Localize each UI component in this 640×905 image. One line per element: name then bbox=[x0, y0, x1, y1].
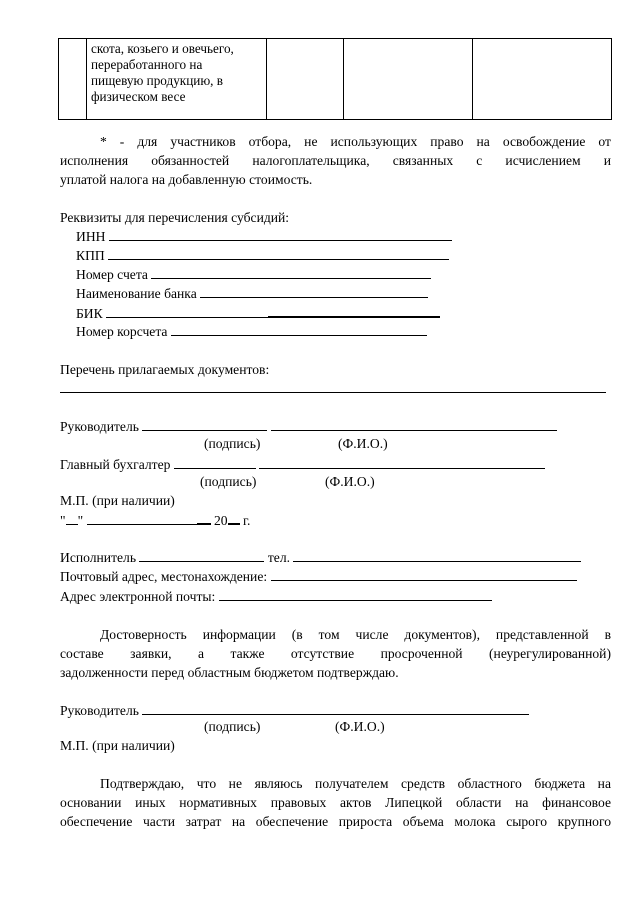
accountant-sign-caption: (подпись) bbox=[200, 474, 257, 489]
executor-field[interactable] bbox=[139, 550, 264, 562]
cell-line: переработанного на bbox=[91, 57, 203, 72]
postal-row bbox=[60, 569, 577, 585]
certify-line-1: Достоверность информации (в том числе документов), представленной в bbox=[100, 627, 611, 642]
data-table bbox=[58, 38, 612, 120]
date-year-field[interactable] bbox=[228, 512, 240, 525]
date-gap bbox=[197, 512, 211, 525]
email-row bbox=[60, 589, 492, 605]
account-label: Номер счета bbox=[76, 267, 148, 282]
corr-row bbox=[76, 324, 427, 340]
accountant-fio-field[interactable] bbox=[259, 457, 545, 469]
accountant-fio-caption: (Ф.И.О.) bbox=[325, 474, 375, 489]
date-row bbox=[60, 512, 250, 529]
confirm-line-3: обеспечение части затрат на обеспечение прироста объема молока сырого крупного bbox=[60, 814, 611, 829]
documents-heading: Перечень прилагаемых документов: bbox=[60, 362, 270, 377]
date-year-prefix: 20 bbox=[213, 513, 228, 528]
executor-label: Исполнитель bbox=[60, 550, 137, 565]
requisites-heading: Реквизиты для перечисления субсидий: bbox=[60, 210, 290, 225]
footnote-line-1: * - для участников отбора, не использующих право на освобождение от bbox=[100, 134, 611, 149]
date-day-field[interactable] bbox=[66, 513, 78, 525]
inn-label: ИНН bbox=[76, 229, 106, 244]
head2-sign-caption: (подпись) bbox=[204, 719, 261, 734]
head2-fio-caption: (Ф.И.О.) bbox=[335, 719, 385, 734]
head-label: Руководитель bbox=[60, 419, 139, 434]
cell-line: пищевую продукцию, в bbox=[91, 73, 224, 88]
head-fio-field[interactable] bbox=[271, 419, 557, 431]
email-label: Адрес электронной почты: bbox=[60, 589, 216, 604]
head2-signature-row bbox=[60, 703, 529, 719]
head-fio-caption: (Ф.И.О.) bbox=[338, 436, 388, 451]
stamp-label: М.П. (при наличии) bbox=[60, 493, 175, 508]
cell-line: физическом весе bbox=[91, 89, 186, 104]
footnote-line-3: уплатой налога на добавленную стоимость. bbox=[60, 172, 313, 187]
date-quote-close: " bbox=[77, 513, 84, 528]
documents-field[interactable] bbox=[60, 381, 606, 393]
table-row bbox=[59, 39, 612, 120]
phone-label: тел. bbox=[267, 550, 291, 565]
inn-field[interactable] bbox=[109, 229, 452, 241]
head2-fio-field[interactable] bbox=[267, 703, 529, 715]
footnote-line-2: исполнения обязанностей налогоплательщика, связанных с исчислением и bbox=[60, 153, 611, 168]
bik-label: БИК bbox=[76, 306, 103, 321]
bank-label: Наименование банка bbox=[76, 286, 197, 301]
bik-field-2[interactable] bbox=[268, 305, 440, 318]
table-cell bbox=[473, 39, 612, 120]
corr-field[interactable] bbox=[171, 324, 427, 336]
bank-row bbox=[76, 286, 428, 302]
accountant-row bbox=[60, 457, 545, 473]
head-sign-caption: (подпись) bbox=[204, 436, 261, 451]
table-cell bbox=[267, 39, 344, 120]
head2-sign-field[interactable] bbox=[142, 703, 267, 715]
confirm-line-2: основании иных нормативных правовых актов Липецкой области на финансовое bbox=[60, 795, 611, 810]
corr-label: Номер корсчета bbox=[76, 324, 168, 339]
head-signature-row bbox=[60, 419, 557, 435]
date-quote-open: " bbox=[60, 513, 66, 528]
account-field[interactable] bbox=[151, 267, 431, 279]
bik-row bbox=[76, 305, 440, 322]
kpp-row bbox=[76, 248, 449, 264]
stamp2-label: М.П. (при наличии) bbox=[60, 738, 175, 753]
table-cell bbox=[344, 39, 473, 120]
documents-row bbox=[60, 381, 606, 397]
postal-label: Почтовый адрес, местонахождение: bbox=[60, 569, 268, 584]
certify-line-2: составе заявки, а также отсутствие просроченной (неурегулированной) bbox=[60, 646, 611, 661]
head2-label: Руководитель bbox=[60, 703, 139, 718]
confirm-line-1: Подтверждаю, что не являюсь получателем средств областного бюджета на bbox=[100, 776, 611, 791]
postal-field[interactable] bbox=[271, 569, 577, 581]
phone-field[interactable] bbox=[293, 550, 581, 562]
date-month-field[interactable] bbox=[87, 513, 197, 525]
inn-row bbox=[76, 229, 452, 245]
certify-line-3: задолженности перед областным бюджетом подтверждаю. bbox=[60, 665, 399, 680]
table-cell-text bbox=[87, 39, 267, 120]
email-field[interactable] bbox=[219, 589, 492, 601]
executor-row bbox=[60, 550, 581, 566]
head-sign-field[interactable] bbox=[142, 419, 267, 431]
date-year-suffix: г. bbox=[242, 513, 251, 528]
table-cell bbox=[59, 39, 87, 120]
cell-line: скота, козьего и овечьего, bbox=[91, 41, 234, 56]
accountant-sign-field[interactable] bbox=[174, 457, 256, 469]
bik-field-1[interactable] bbox=[106, 306, 268, 318]
kpp-label: КПП bbox=[76, 248, 105, 263]
bank-field[interactable] bbox=[200, 286, 428, 298]
kpp-field[interactable] bbox=[108, 248, 449, 260]
account-row bbox=[76, 267, 431, 283]
accountant-label: Главный бухгалтер bbox=[60, 457, 171, 472]
